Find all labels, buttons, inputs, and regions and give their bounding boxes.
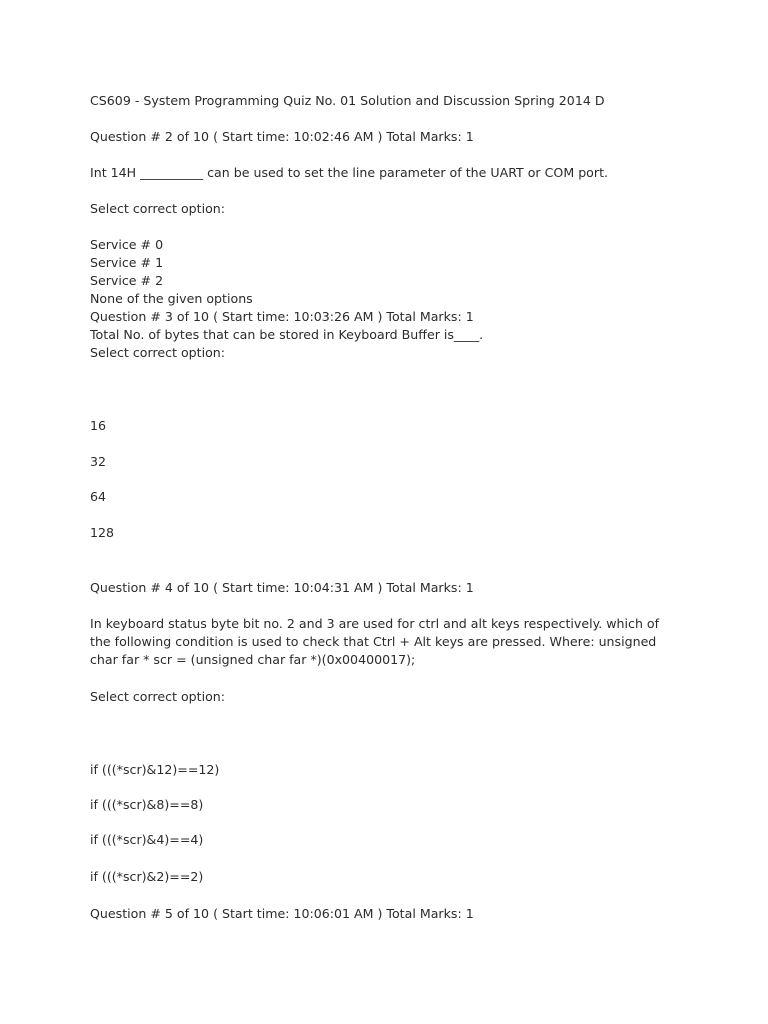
question-3-option: 64 xyxy=(90,489,107,504)
question-4-option: if (((*scr)&2)==2) xyxy=(90,869,204,884)
question-3-option: 128 xyxy=(90,525,115,540)
question-3-header: Question # 3 of 10 ( Start time: 10:03:26 AM ) Total Marks: 1 xyxy=(90,309,474,324)
question-3-option: 32 xyxy=(90,454,107,469)
question-2-option: Service # 0 xyxy=(90,237,164,252)
question-4-text-line: In keyboard status byte bit no. 2 and 3 are used for ctrl and alt keys respectively. which of xyxy=(90,616,660,631)
question-4-option: if (((*scr)&8)==8) xyxy=(90,797,204,812)
document-title: CS609 - System Programming Quiz No. 01 Solution and Discussion Spring 2014 D xyxy=(90,93,605,108)
question-4-option: if (((*scr)&4)==4) xyxy=(90,832,204,847)
question-2-option: Service # 2 xyxy=(90,273,164,288)
question-4-prompt: Select correct option: xyxy=(90,689,226,704)
question-4-header: Question # 4 of 10 ( Start time: 10:04:31 AM ) Total Marks: 1 xyxy=(90,580,474,595)
question-3-text: Total No. of bytes that can be stored in Keyboard Buffer is____. xyxy=(90,327,484,342)
question-3-option: 16 xyxy=(90,418,107,433)
question-2-header: Question # 2 of 10 ( Start time: 10:02:46 AM ) Total Marks: 1 xyxy=(90,129,474,144)
question-2-option: None of the given options xyxy=(90,291,253,306)
question-2-text: Int 14H __________ can be used to set the line parameter of the UART or COM port. xyxy=(90,165,609,180)
question-4-text-line: char far * scr = (unsigned char far *)(0x00400017); xyxy=(90,652,416,667)
question-2-prompt: Select correct option: xyxy=(90,201,226,216)
question-2-option: Service # 1 xyxy=(90,255,164,270)
question-4-text-line: the following condition is used to check that Ctrl + Alt keys are pressed. Where: unsigned xyxy=(90,634,657,649)
question-4-option: if (((*scr)&12)==12) xyxy=(90,762,220,777)
question-3-prompt: Select correct option: xyxy=(90,345,226,360)
question-5-header: Question # 5 of 10 ( Start time: 10:06:01 AM ) Total Marks: 1 xyxy=(90,906,474,921)
